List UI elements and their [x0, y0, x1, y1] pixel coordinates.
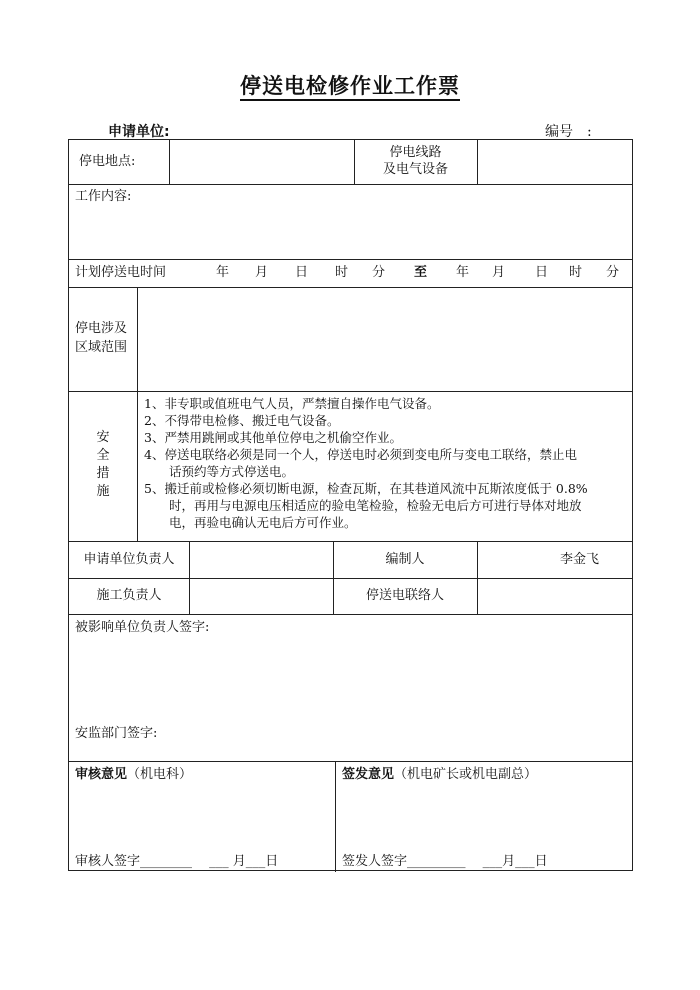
row-divider: [69, 391, 632, 392]
safety-line: 3、严禁用跳闸或其他单位停电之机偷空作业。: [144, 430, 402, 445]
contact-label: 停送电联络人: [365, 588, 444, 603]
safety-label-char: 安: [96, 430, 110, 445]
row-divider: [69, 259, 632, 260]
planned-time-label: 计划停送电时间: [75, 265, 167, 280]
area-label: 停电涉及: [75, 321, 128, 336]
work-content-label: 工作内容:: [75, 189, 132, 204]
col-divider: [189, 541, 190, 614]
reviewer-sign: 审核人签字________ ___ 月___日: [75, 854, 279, 869]
approve-label: 签发意见: [342, 767, 395, 782]
time-unit-year-2: 年: [456, 265, 470, 280]
col-divider: [169, 140, 170, 184]
compiler-value: 李金飞: [560, 552, 600, 567]
issuer-sign: 签发人签字_________ ___月___日: [342, 854, 548, 869]
row-divider: [69, 578, 632, 579]
review-heading: [75, 766, 192, 783]
approve-dept: （机电矿长或机电副总）: [394, 767, 538, 782]
compiler-label: 编制人: [385, 552, 425, 567]
applicant-unit-label: 申请单位:: [108, 124, 170, 140]
safety-measures: [144, 395, 632, 531]
safety-line: 5、搬迁前或检修必须切断电源，检查瓦斯，在其巷道风流中瓦斯浓度低于 0.8%: [144, 481, 588, 496]
time-unit-year: 年: [216, 265, 230, 280]
safety-label-char: 施: [96, 484, 110, 499]
applicant-head-label: 申请单位负责人: [83, 552, 175, 567]
safety-line: 话预约等方式停送电。: [144, 464, 295, 479]
time-unit-minute-2: 分: [606, 265, 620, 280]
time-unit-hour: 时: [335, 265, 349, 280]
time-unit-month: 月: [255, 265, 269, 280]
safety-line: 电，再验电确认无电后方可作业。: [144, 515, 357, 530]
row-divider: [69, 184, 632, 185]
safety-line: 1、非专职或值班电气人员，严禁擅自操作电气设备。: [144, 396, 440, 411]
construction-head-label: 施工负责人: [96, 588, 162, 603]
time-unit-month-2: 月: [492, 265, 506, 280]
time-unit-minute: 分: [372, 265, 386, 280]
safety-line: 2、不得带电检修、搬迁电气设备。: [144, 413, 340, 428]
safety-dept-sign-label: 安监部门签字:: [75, 726, 158, 741]
col-divider: [477, 140, 478, 184]
col-divider: [137, 287, 138, 541]
outage-line-label-2: 及电气设备: [382, 162, 448, 177]
outage-line-label: 停电线路: [389, 145, 442, 160]
safety-label-char: 措: [96, 466, 110, 481]
col-divider: [477, 541, 478, 614]
safety-label-char: 全: [96, 448, 110, 463]
time-unit-to: 至: [414, 265, 428, 280]
approve-heading: [342, 766, 537, 783]
page-title: 停送电检修作业工作票: [0, 70, 700, 100]
row-divider: [69, 287, 632, 288]
number-label: 编号 :: [545, 124, 592, 140]
safety-line: 4、停送电联络必须是同一个人，停送电时必须到变电所与变电工联络，禁止电: [144, 447, 577, 462]
col-divider: [335, 761, 336, 872]
safety-line: 时，再用与电源电压相适应的验电笔检验，检验无电后方可进行导体对地放: [144, 498, 582, 513]
time-unit-day: 日: [295, 265, 309, 280]
row-divider: [69, 541, 632, 542]
affected-unit-sign-label: 被影响单位负责人签字:: [75, 620, 210, 635]
review-label: 审核意见: [75, 767, 128, 782]
outage-location-label: 停电地点:: [79, 154, 136, 169]
review-dept: （机电科）: [127, 767, 193, 782]
work-ticket-form: [68, 139, 633, 871]
time-unit-hour-2: 时: [569, 265, 583, 280]
row-divider: [69, 614, 632, 615]
row-divider: [69, 761, 632, 762]
time-unit-day-2: 日: [535, 265, 549, 280]
area-label-2: 区域范围: [75, 340, 128, 355]
